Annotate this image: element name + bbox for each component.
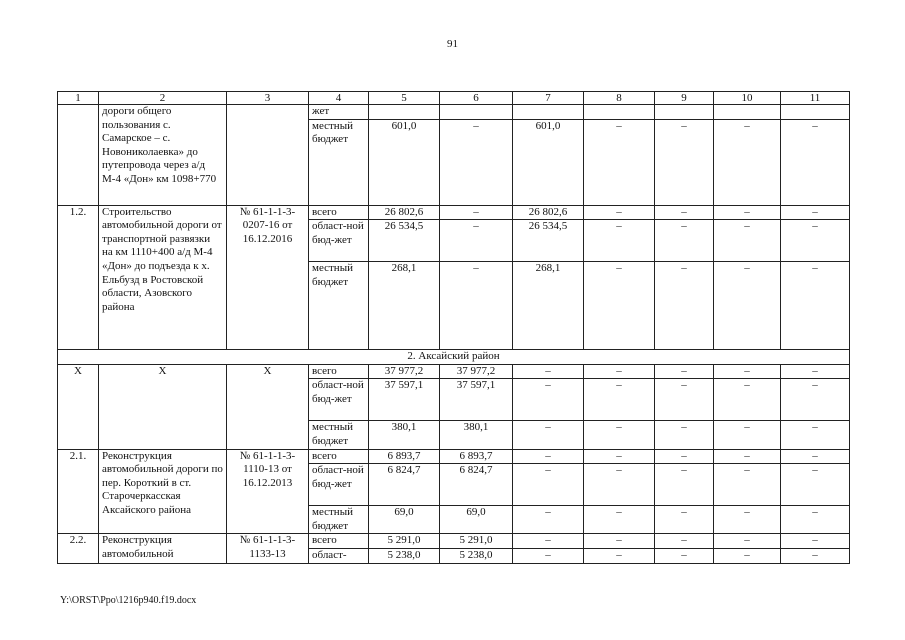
value-cell: 5 238,0 (369, 548, 440, 563)
value-cell: – (513, 421, 584, 449)
document-ref: № 61-1-1-3-1133-13 (227, 534, 309, 563)
section-title: 2. Аксайский район (58, 350, 850, 365)
value-cell: 69,0 (440, 506, 513, 534)
item-number: Х (58, 364, 99, 449)
funding-label: област-ной бюд-жет (309, 379, 369, 421)
value-cell: 37 977,2 (369, 364, 440, 379)
value-cell: 26 802,6 (513, 205, 584, 220)
table-row (58, 364, 850, 379)
value-cell: – (440, 119, 513, 205)
value-cell: – (584, 205, 655, 220)
document-ref: № 61-1-1-3-0207-16 от 16.12.2016 (227, 205, 309, 350)
object-name: Реконструкция автомобильной дороги по пер. Короткий в ст. Старочеркасская Аксайского района (99, 449, 227, 534)
value-cell: – (714, 205, 781, 220)
funding-label: всего (309, 449, 369, 464)
value-cell: – (655, 205, 714, 220)
value-cell: – (513, 534, 584, 549)
value-cell: – (781, 464, 850, 506)
value-cell: – (781, 548, 850, 563)
funding-label: всего (309, 205, 369, 220)
value-cell: 37 597,1 (440, 379, 513, 421)
header-row (58, 92, 850, 105)
value-cell: 6 893,7 (440, 449, 513, 464)
value-cell: – (714, 262, 781, 350)
funding-label: област-ной бюд-жет (309, 464, 369, 506)
value-cell: – (781, 220, 850, 262)
col-header: 11 (781, 92, 850, 105)
value-cell: – (714, 119, 781, 205)
value-cell: – (655, 421, 714, 449)
value-cell: – (714, 449, 781, 464)
value-cell: – (513, 364, 584, 379)
value-cell: – (584, 464, 655, 506)
value-cell: – (440, 220, 513, 262)
value-cell: 601,0 (369, 119, 440, 205)
funding-label: местный бюджет (309, 119, 369, 205)
value-cell: – (584, 119, 655, 205)
value-cell: – (781, 421, 850, 449)
table-row (58, 205, 850, 220)
col-header: 8 (584, 92, 655, 105)
value-cell: 6 893,7 (369, 449, 440, 464)
value-cell: – (584, 548, 655, 563)
object-name: дороги общего пользования с. Самарское – с. Новониколаевка» до путепровода через а/д М-4 «Дон» км 1098+770 (99, 105, 227, 206)
value-cell: – (714, 464, 781, 506)
value-cell: – (584, 534, 655, 549)
value-cell: – (655, 464, 714, 506)
file-path-footer: Y:\ORST\Ppo\1216p940.f19.docx (60, 595, 197, 606)
funding-label: област-ной бюд-жет (309, 220, 369, 262)
value-cell: 6 824,7 (440, 464, 513, 506)
value-cell: 268,1 (369, 262, 440, 350)
value-cell: – (781, 534, 850, 549)
col-header: 7 (513, 92, 584, 105)
table-row (58, 534, 850, 549)
value-cell: – (781, 449, 850, 464)
value-cell: – (584, 421, 655, 449)
item-number: 1.2. (58, 205, 99, 350)
value-cell: – (584, 262, 655, 350)
value-cell: – (714, 548, 781, 563)
value-cell: – (584, 449, 655, 464)
value-cell: 5 291,0 (369, 534, 440, 549)
document-ref: № 61-1-1-3-1110-13 от 16.12.2013 (227, 449, 309, 534)
value-cell: – (655, 534, 714, 549)
value-cell: 380,1 (440, 421, 513, 449)
col-header: 1 (58, 92, 99, 105)
funding-label: местный бюджет (309, 421, 369, 449)
object-name: Реконструкция автомобильной (99, 534, 227, 563)
value-cell: – (584, 506, 655, 534)
document-ref: Х (227, 364, 309, 449)
col-header: 4 (309, 92, 369, 105)
table-row (58, 449, 850, 464)
value-cell: – (513, 379, 584, 421)
funding-label: жет (309, 105, 369, 120)
object-name: Х (99, 364, 227, 449)
section-row (58, 350, 850, 365)
funding-label: местный бюджет (309, 262, 369, 350)
value-cell: – (655, 379, 714, 421)
funding-label: всего (309, 364, 369, 379)
funding-label: област- (309, 548, 369, 563)
value-cell: – (513, 449, 584, 464)
value-cell: – (584, 379, 655, 421)
value-cell: – (440, 262, 513, 350)
page-number: 91 (447, 38, 458, 50)
value-cell: 26 802,6 (369, 205, 440, 220)
value-cell: 5 291,0 (440, 534, 513, 549)
value-cell: – (781, 119, 850, 205)
value-cell: – (781, 364, 850, 379)
value-cell: – (513, 464, 584, 506)
item-number: 2.1. (58, 449, 99, 534)
funding-label: местный бюджет (309, 506, 369, 534)
value-cell: – (714, 364, 781, 379)
value-cell: – (781, 506, 850, 534)
value-cell: – (714, 220, 781, 262)
col-header: 2 (99, 92, 227, 105)
item-number: 2.2. (58, 534, 99, 563)
value-cell: – (584, 364, 655, 379)
value-cell: 5 238,0 (440, 548, 513, 563)
value-cell: – (714, 421, 781, 449)
value-cell: 380,1 (369, 421, 440, 449)
value-cell: – (655, 220, 714, 262)
value-cell: 6 824,7 (369, 464, 440, 506)
value-cell: – (655, 449, 714, 464)
value-cell: – (781, 262, 850, 350)
value-cell: 26 534,5 (369, 220, 440, 262)
col-header: 10 (714, 92, 781, 105)
col-header: 5 (369, 92, 440, 105)
value-cell: 37 977,2 (440, 364, 513, 379)
value-cell: – (584, 220, 655, 262)
value-cell: – (714, 506, 781, 534)
value-cell: – (781, 379, 850, 421)
object-name: Строительство автомобильной дороги от транспортной развязки на км 1110+400 а/д М-4 «Дон» до подъезда к х. Ельбузд в Ростовской области, Азовского района (99, 205, 227, 350)
value-cell: – (781, 205, 850, 220)
value-cell: – (513, 548, 584, 563)
budget-table (57, 91, 850, 564)
value-cell: 69,0 (369, 506, 440, 534)
value-cell: – (655, 364, 714, 379)
col-header: 9 (655, 92, 714, 105)
value-cell: – (655, 548, 714, 563)
value-cell: – (513, 506, 584, 534)
value-cell: 601,0 (513, 119, 584, 205)
value-cell: – (655, 262, 714, 350)
value-cell: 37 597,1 (369, 379, 440, 421)
value-cell: – (655, 119, 714, 205)
value-cell: 26 534,5 (513, 220, 584, 262)
value-cell: – (655, 506, 714, 534)
value-cell: – (714, 379, 781, 421)
value-cell: – (440, 205, 513, 220)
col-header: 6 (440, 92, 513, 105)
value-cell: 268,1 (513, 262, 584, 350)
col-header: 3 (227, 92, 309, 105)
value-cell: – (714, 534, 781, 549)
table-row (58, 105, 850, 120)
funding-label: всего (309, 534, 369, 549)
